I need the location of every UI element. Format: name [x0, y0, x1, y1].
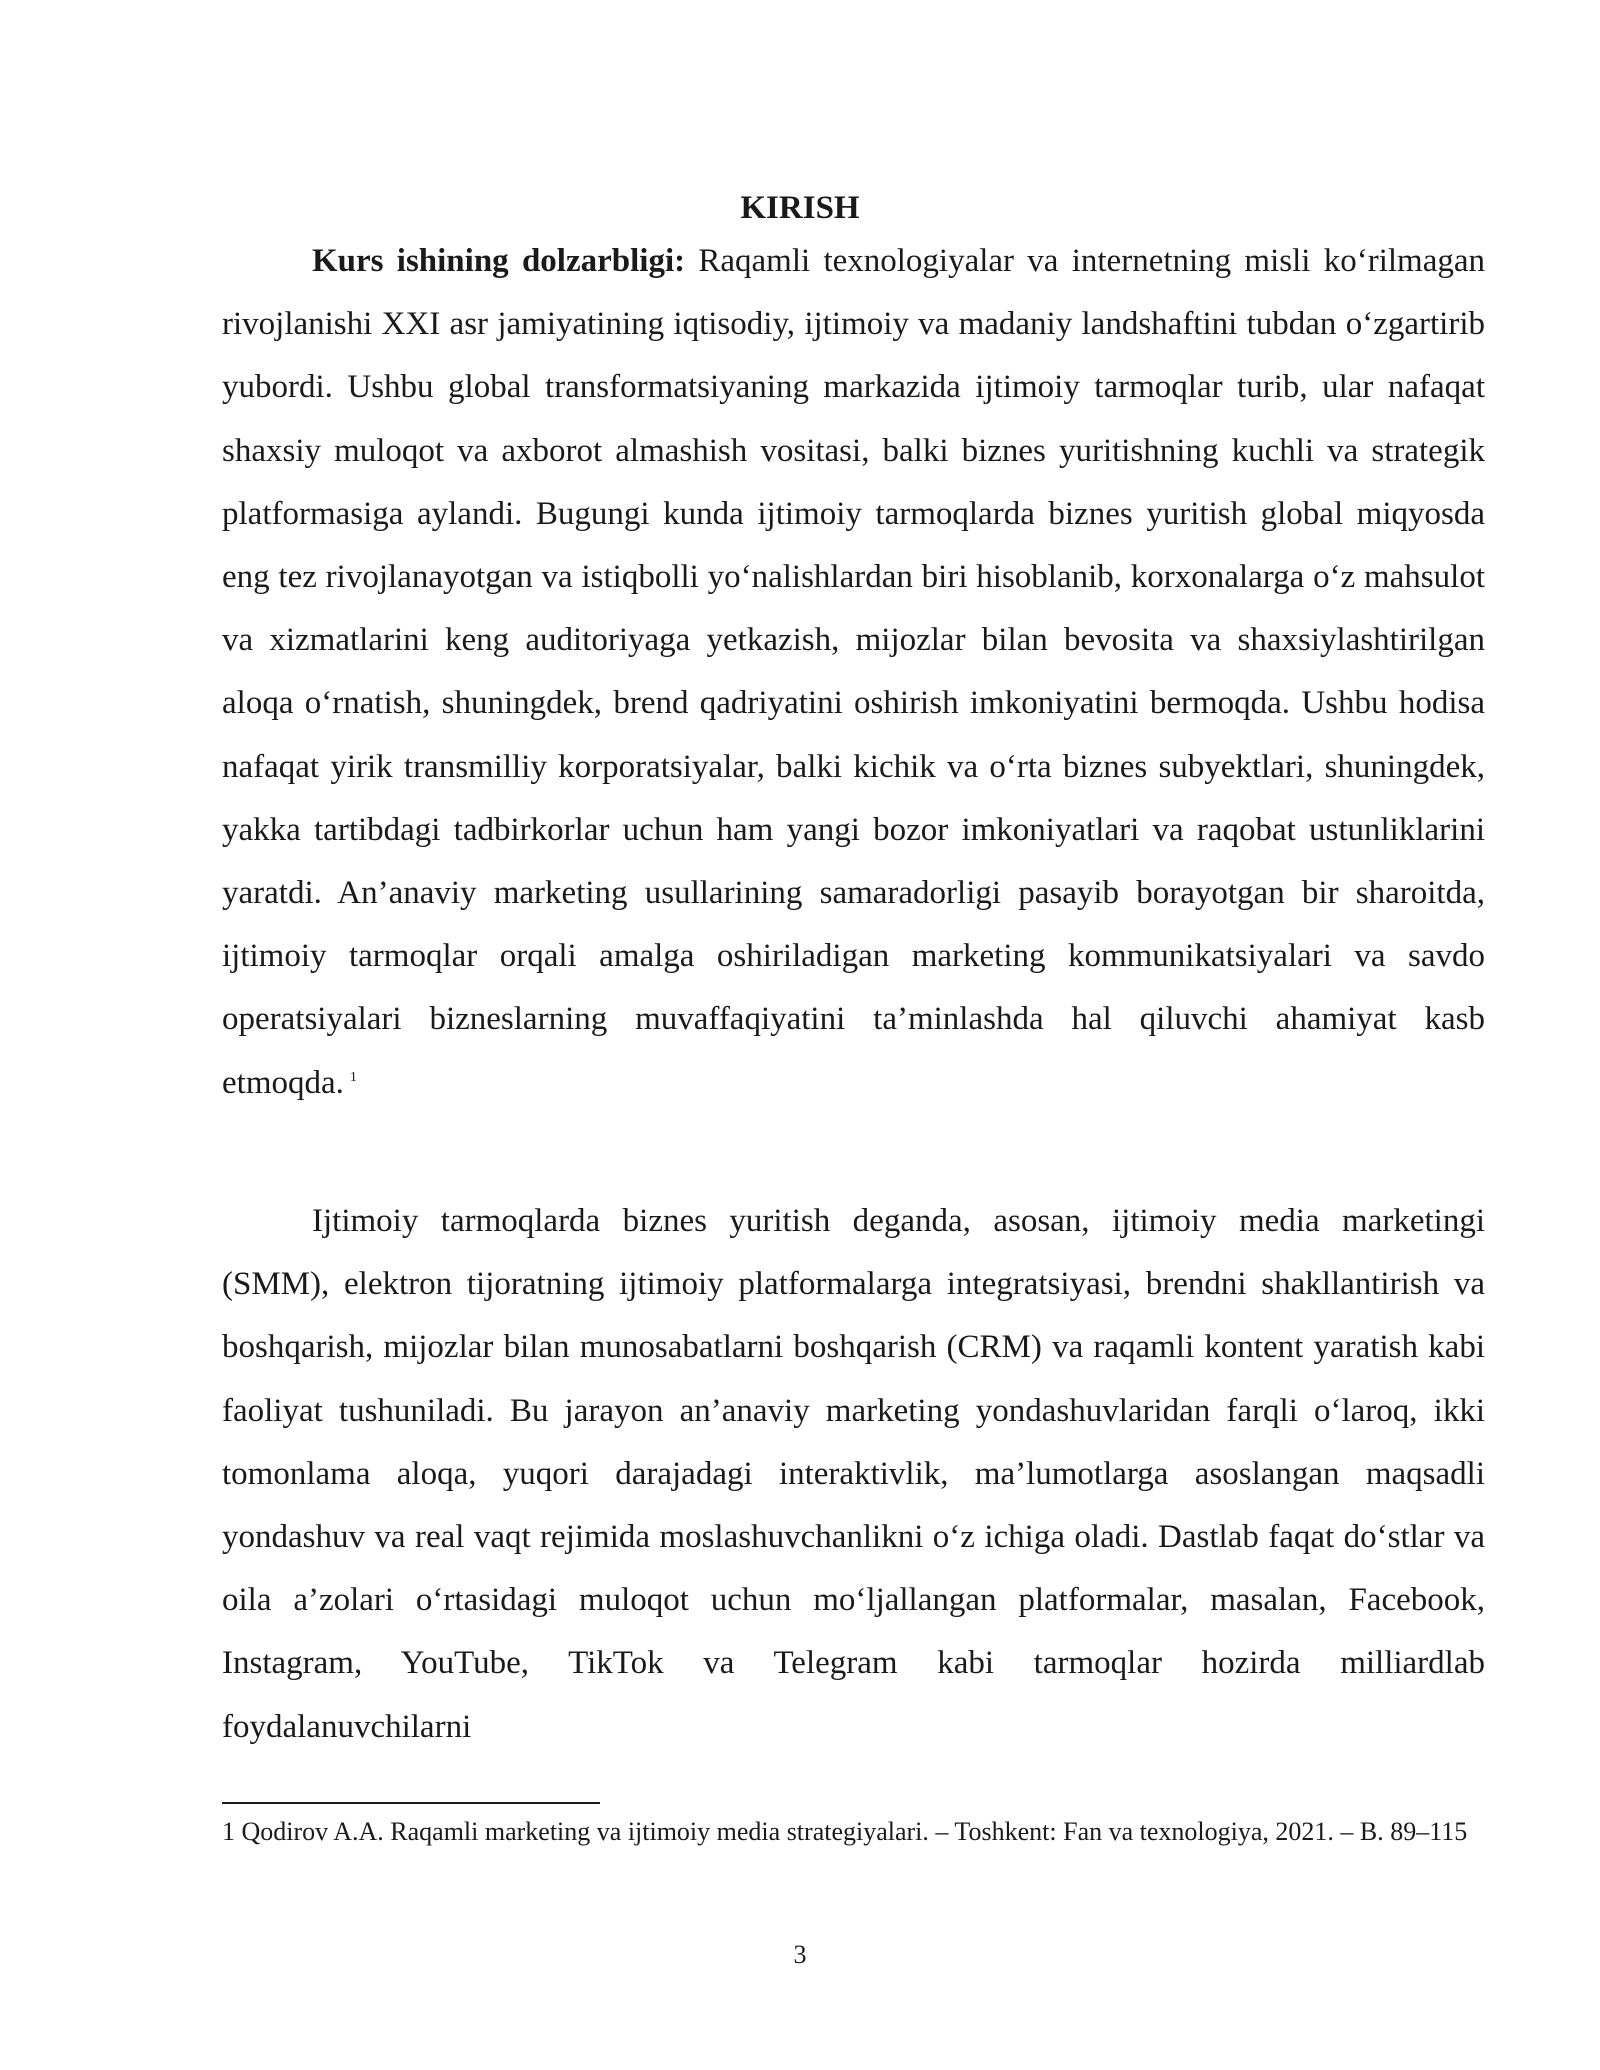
paragraph-business-definition: Ijtimoiy tarmoqlarda biznes yuritish deganda, asosan, ijtimoiy media marketingi (SMM), elektron tijoratning ijtimoiy platformalarga integratsiyasi, brendni shakllantirish va boshqarish, mijozlar bilan munosabatlarni boshqarish (CRM) va raqamli kontent yaratish kabi faoliyat tushuniladi. Bu jarayon an’anaviy marketing yondashuvlaridan farqli o‘laroq, ikki tomonlama aloqa, yuqori darajadagi interaktivlik, ma’lumotlarga asoslangan maqsadli yondashuv va real vaqt rejimida moslashuvchanlikni o‘z ichiga oladi. Dastlab faqat do‘stlar va oila a’zolari o‘rtasidagi muloqot uchun mo‘ljallangan platformalar, masalan, Facebook, Instagram, YouTube, TikTok va Telegram kabi tarmoqlar hozirda milliardlab foydalanuvchilarni [222, 1203, 1485, 1745]
footnote-divider [222, 1802, 600, 1804]
footnote-reference[interactable]: 1 [349, 1069, 357, 1085]
paragraph-lead: Kurs ishining dolzarbligi: [312, 243, 686, 279]
section-heading: KIRISH [740, 190, 860, 226]
paragraph-text: Raqamli texnologiyalar va internetning misli ko‘rilmagan rivojlanishi XXI asr jamiyatining iqtisodiy, ijtimoiy va madaniy landshaftini tubdan o‘zgartirib yubordi. Ushbu global transformatsiyaning markazida ijtimoiy tarmoqlar turib, ular nafaqat shaxsiy muloqot va axborot almashish vositasi, balki biznes yuritishning kuchli va strategik platformasiga aylandi. Bugungi kunda ijtimoiy tarmoqlarda biznes yuritish global miqyosda eng tez rivojlanayotgan va istiqbolli yo‘nalishlardan biri hisoblanib, korxonalarga o‘z mahsulot va xizmatlarini keng auditoriyaga yetkazish, mijozlar bilan bevosita va shaxsiylashtirilgan aloqa o‘rnatish, shuningdek, brend qadriyatini oshirish imkoniyatini bermoqda. Ushbu hodisa nafaqat yirik transmilliy korporatsiyalar, balki kichik va o‘rta biznes subyektlari, shuningdek, yakka tartibdagi tadbirkorlar uchun ham yangi bozor imkoniyatlari va raqobat ustunliklarini yaratdi. An’anaviy marketing usullarining samaradorligi pasayib borayotgan bir sharoitda, ijtimoiy tarmoqlar orqali amalga oshiriladigan marketing kommunikatsiyalari va savdo operatsiyalari bizneslarning muvaffaqiyatini ta’minlashda hal qiluvchi ahamiyat kasb etmoqda. [222, 243, 1485, 1101]
page-number: 3 [793, 1940, 807, 1969]
paragraph-relevance [222, 230, 1485, 1115]
footnote: 1 Qodirov A.A. Raqamli marketing va ijtimoiy media strategiyalari. – Toshkent: Fan va texnologiya, 2021. – B. 89–115 [222, 1817, 1468, 1846]
